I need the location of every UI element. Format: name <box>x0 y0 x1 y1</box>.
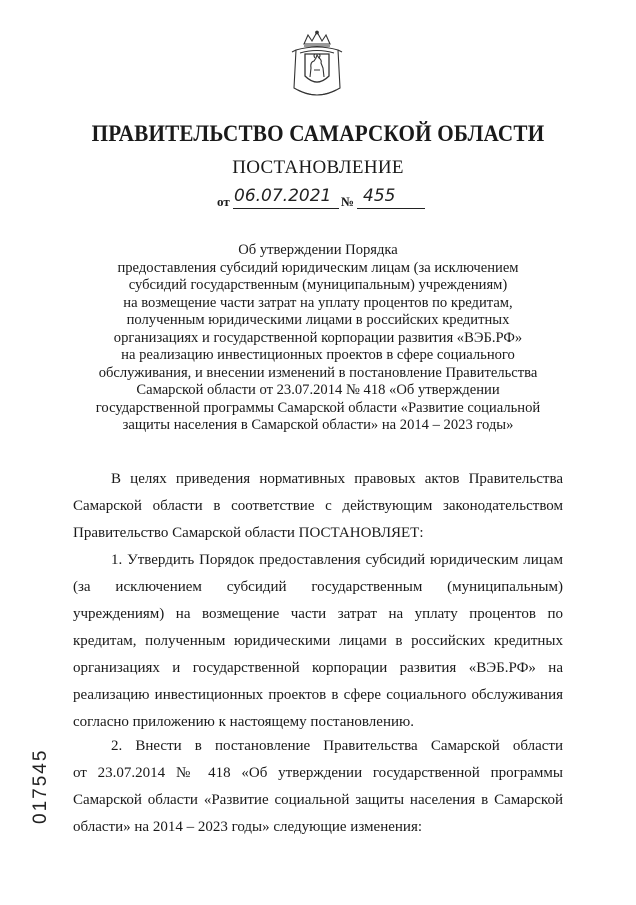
subject-line: организациях и государственной корпорации развития «ВЭБ.РФ» <box>113 329 523 346</box>
document-type: ПОСТАНОВЛЕНИЕ <box>232 157 404 178</box>
subject-line: государственной программы Самарской области «Развитие социальной <box>95 399 541 416</box>
number-underline <box>357 208 425 209</box>
item-2-paragraph <box>73 733 563 841</box>
paragraph-line: (за исключением субсидий государственным (муниципальным) <box>73 579 563 595</box>
subject-line: обслуживания, и внесении изменений в постановление Правительства <box>98 364 538 381</box>
paragraph-line: Самарской области «Развитие социальной защиты населения в Самарской <box>73 792 563 808</box>
paragraph-line: 2. Внести в постановление Правительства Самарской области <box>111 738 563 754</box>
paragraph-line: согласно приложению к настоящему постановлению. <box>73 714 414 730</box>
paragraph-line: В целях приведения нормативных правовых актов Правительства <box>111 471 563 487</box>
date-underline <box>233 208 339 209</box>
organization-title: ПРАВИТЕЛЬСТВО САМАРСКОЙ ОБЛАСТИ <box>91 121 545 146</box>
date-prefix: от <box>217 194 230 209</box>
preamble-paragraph <box>73 466 563 547</box>
paragraph-line: кредитам, полученным юридическими лицами в российских кредитных <box>73 633 563 649</box>
paragraph-line: области» на 2014 – 2023 годы» следующие изменения: <box>73 819 423 835</box>
coat-of-arms-icon <box>286 30 348 104</box>
subject-line: на возмещение части затрат на уплату процентов по кредитам, <box>123 294 513 311</box>
subject-line: на реализацию инвестиционных проектов в сфере социального <box>121 347 515 363</box>
paragraph-line: от 23.07.2014 № 418 «Об утверждении государственной программы <box>73 765 563 781</box>
paragraph-line: организациях и государственной корпорации развития «ВЭБ.РФ» на <box>73 660 563 676</box>
date-number-line <box>217 188 437 212</box>
paragraph-line: реализацию инвестиционных проектов в сфере социального обслуживания <box>73 687 563 703</box>
paragraph-line: 1. Утвердить Порядок предоставления субсидий юридическим лицам <box>111 552 563 568</box>
number-handwritten: 455 <box>363 186 396 206</box>
paragraph-line: Правительство Самарской области ПОСТАНОВЛЯЕТ: <box>73 525 424 541</box>
date-handwritten: 06.07.2021 <box>234 186 332 206</box>
paragraph-line: Самарской области в соответствие с действующим законодательством <box>73 498 563 514</box>
paragraph-line: учреждениям) на возмещение части затрат на уплату процентов по <box>73 606 563 622</box>
registration-number: 017545 <box>30 748 51 824</box>
item-1-paragraph <box>73 547 563 736</box>
document-subject <box>70 242 566 435</box>
number-prefix: № <box>341 194 355 209</box>
subject-line: полученным юридическими лицами в российских кредитных <box>126 312 510 328</box>
subject-line: защиты населения в Самарской области» на 2014 – 2023 годы» <box>122 417 514 433</box>
subject-line: Самарской области от 23.07.2014 № 418 «Об утверждении <box>136 382 500 398</box>
subject-line: предоставления субсидий юридическим лицам (за исключением <box>117 259 519 276</box>
subject-line: Об утверждении Порядка <box>238 242 398 258</box>
subject-line: субсидий государственным (муниципальным) учреждениям) <box>128 277 508 293</box>
